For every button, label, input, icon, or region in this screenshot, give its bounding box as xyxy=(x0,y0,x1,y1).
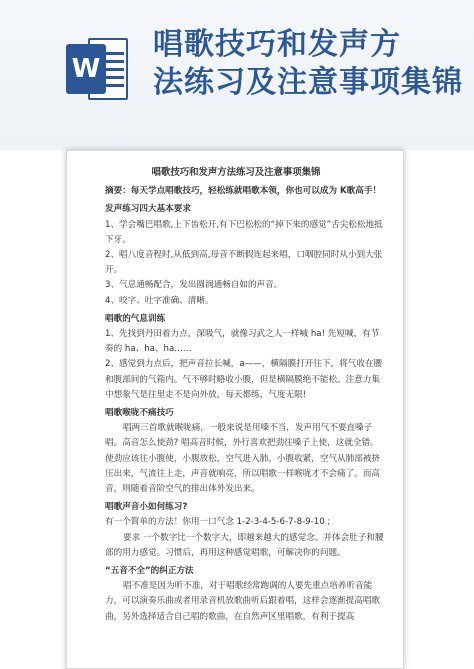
section-heading-1: 发声练习四大基本要求 xyxy=(105,204,191,215)
list-item: 3、气息通畅配合，发出圆润通畅自如的声音。 xyxy=(105,280,283,291)
section-heading-2: 唱歌的气息训练 xyxy=(105,313,166,324)
list-item: 4、咬字、吐字准确、清晰。 xyxy=(105,295,214,306)
paragraph: 唱不准是因为听不准，对于唱歌经常跑调的人要先重点培养听音能力，可以演奏乐曲或者用录音机放歌曲听后跟着唱，这样会逐渐提高唱歌曲，另外选择适合自己唱的歌曲，在自然声区里唱歌，有利于提高 xyxy=(105,581,381,622)
list-item: 1、学会嘴巴唱歌,上下齿松开,有下巴松松的“掉下来的感觉”舌尖松松地抵下牙。 xyxy=(105,219,383,245)
list-item: 有一个简单的方法！你用一口气念 1-2-3-4-5-6-7-8-9-10 ; xyxy=(105,517,331,528)
section-heading-5: “五音不全”的纠正方法 xyxy=(105,566,194,577)
document-title: 唱歌技巧和发声方法练习及注意事项集锦 xyxy=(151,167,321,178)
paragraph: 唱两三首歌就喉咙痛，一般来说是用嗓不当，发声用气不要直嗓子唱。高音怎么使劲? 唱高音时候，外行喜欢把劲往嗓子上使，这就全错。使劲应该往小腹使，小腹放松，空气进入肺。小腹收紧，空气从肺部被挤压出来，气流往上走，声音就响亮，所以唱歌一样喉咙才不会痛了。而高音，则随着音阶空气的排出体外发出来。 xyxy=(105,423,381,495)
word-letter-badge: W xyxy=(66,44,106,94)
word-document-icon xyxy=(66,38,128,100)
list-item: 要求 一个数字比一个数字大，即越来越大的感觉念。并体会肚子和腰部的用力感觉。习惯后，再用这种感觉唱歌，可解决你的问题。 xyxy=(105,532,384,558)
section-heading-3: 唱歌喉咙不痛技巧 xyxy=(105,408,174,419)
section-heading-4: 唱歌声音小如何练习? xyxy=(105,502,188,513)
document-page xyxy=(66,150,404,669)
list-item: 2、感觉到力点后，把声音拉长喊，a——，横隔膜打开往下，将气收在腰和腹部间的气箱内。气不够时略收小腹，但是横隔膜绝不能松。注意力集中想象气是往里走不是向外放，每天都练，气度无限! xyxy=(105,359,383,400)
list-item: 2、唱八度音程时,从低到高,母音不断假连起来唱，口咽腔同时从小到大张开。 xyxy=(105,250,383,276)
document-summary: 摘要：每天学点唱歌技巧，轻松练就唱歌本领，你也可以成为 K歌高手！ xyxy=(105,186,382,197)
banner-title xyxy=(153,26,473,102)
document-body xyxy=(87,165,385,625)
banner-title-line-1: 唱歌技巧和发声方 xyxy=(153,27,401,62)
list-item: 1、先找到丹田着力点，深吸气，就像习武之人一样喊 ha! 先短喊，有节奏的 ha、ha、ha…… xyxy=(105,329,380,355)
banner-title-line-2: 法练习及注意事项集锦 xyxy=(153,65,463,100)
